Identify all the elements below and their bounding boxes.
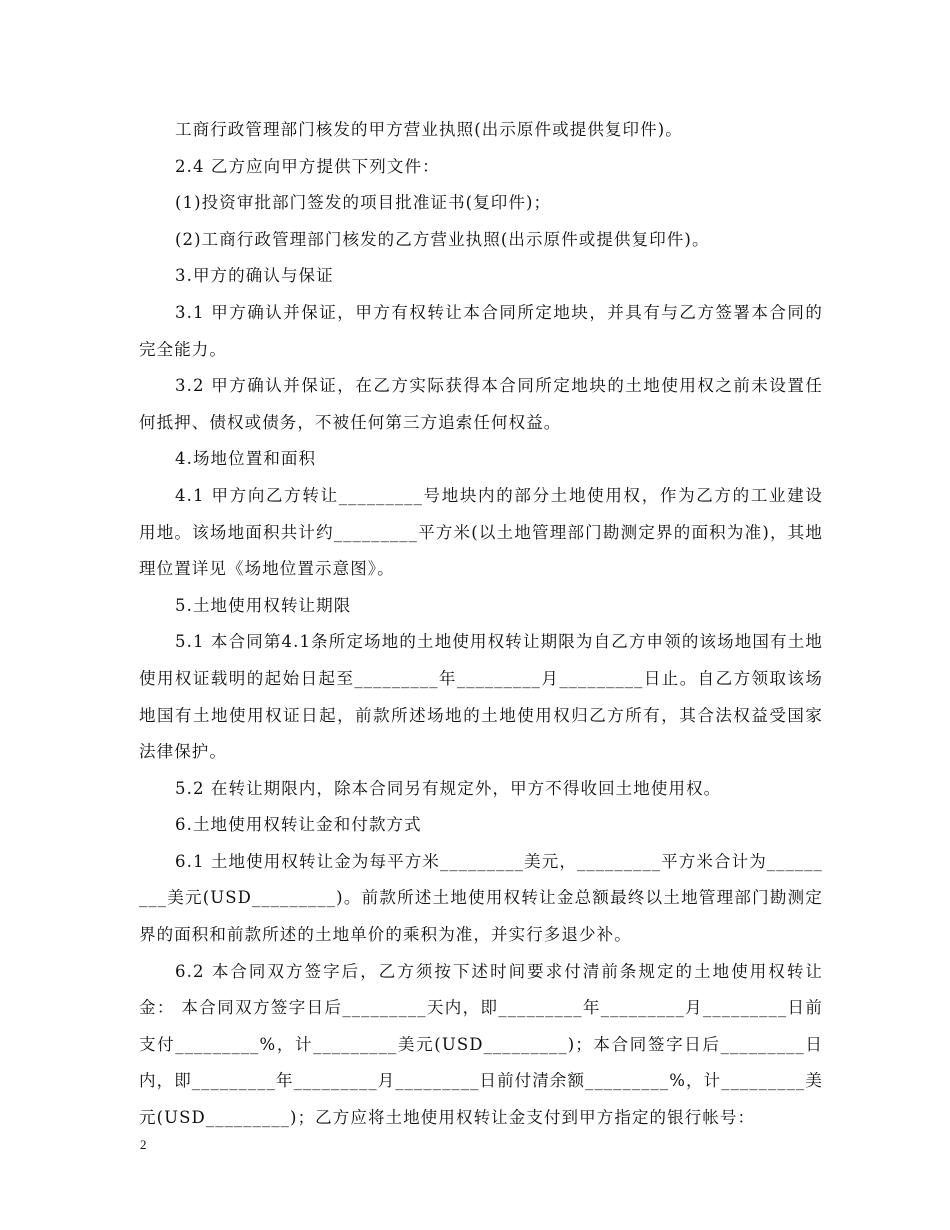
paragraph-4: (2)工商行政管理部门核发的乙方营业执照(出示原件或提供复印件)。 bbox=[175, 229, 710, 249]
section-heading-5: 5.土地使用权转让期限 bbox=[175, 595, 352, 615]
section-heading-6: 6.土地使用权转让金和付款方式 bbox=[175, 815, 422, 835]
paragraph-6-2: 6.2 本合同双方签字后，乙方须按下述时间要求付清前条规定的土地使用权转让金： 本合同双方签字日后_________天内，即_________年_________月_________日前支付_________%，计_________美元(USD_________)；本合同签字日后_________日内，即_________年_________月_________日前付清余额_________%，计_________美元(USD_________)；乙方应将土地使用权转让金支付到甲方指定的银行帐号： bbox=[139, 961, 823, 1128]
paragraph-3: (1)投资审批部门签发的项目批准证书(复印件)； bbox=[175, 193, 552, 213]
paragraph-4-1: 4.1 甲方向乙方转让_________号地块内的部分土地使用权，作为乙方的工业建设用地。该场地面积共计约_________平方米(以土地管理部门勘测定界的面积为准)，其地理位置详见《场地位置示意图》。 bbox=[139, 485, 823, 579]
section-heading-3: 3.甲方的确认与保证 bbox=[175, 266, 334, 286]
paragraph-2: 2.4 乙方应向甲方提供下列文件： bbox=[175, 156, 440, 176]
paragraph-5-2: 5.2 在转让期限内，除本合同另有规定外，甲方不得收回土地使用权。 bbox=[175, 778, 722, 798]
section-heading-4: 4.场地位置和面积 bbox=[175, 449, 317, 469]
paragraph-6-1: 6.1 土地使用权转让金为每平方米_________美元，_________平方米合计为_________美元(USD_________)。前款所述土地使用权转让金总额最终以土地管理部门勘测定界的面积和前款所述的土地单价的乘积为准，并实行多退少补。 bbox=[139, 851, 823, 945]
paragraph-5-1: 5.1 本合同第4.1条所定场地的土地使用权转让期限为自乙方申领的该场地国有土地使用权证载明的起始日起至_________年_________月_________日止。自乙方领取该场地国有土地使用权证日起，前款所述场地的土地使用权归乙方所有，其合法权益受国家法律保护。 bbox=[139, 632, 823, 762]
document-body bbox=[139, 112, 823, 1137]
paragraph-3-1: 3.1 甲方确认并保证，甲方有权转让本合同所定地块，并具有与乙方签署本合同的完全能力。 bbox=[139, 302, 823, 359]
paragraph-1: 工商行政管理部门核发的甲方营业执照(出示原件或提供复印件)。 bbox=[175, 120, 683, 139]
page-number: 2 bbox=[140, 1137, 147, 1152]
paragraph-3-2: 3.2 甲方确认并保证，在乙方实际获得本合同所定地块的土地使用权之前未设置任何抵押、债权或债务，不被任何第三方追索任何权益。 bbox=[139, 376, 823, 432]
